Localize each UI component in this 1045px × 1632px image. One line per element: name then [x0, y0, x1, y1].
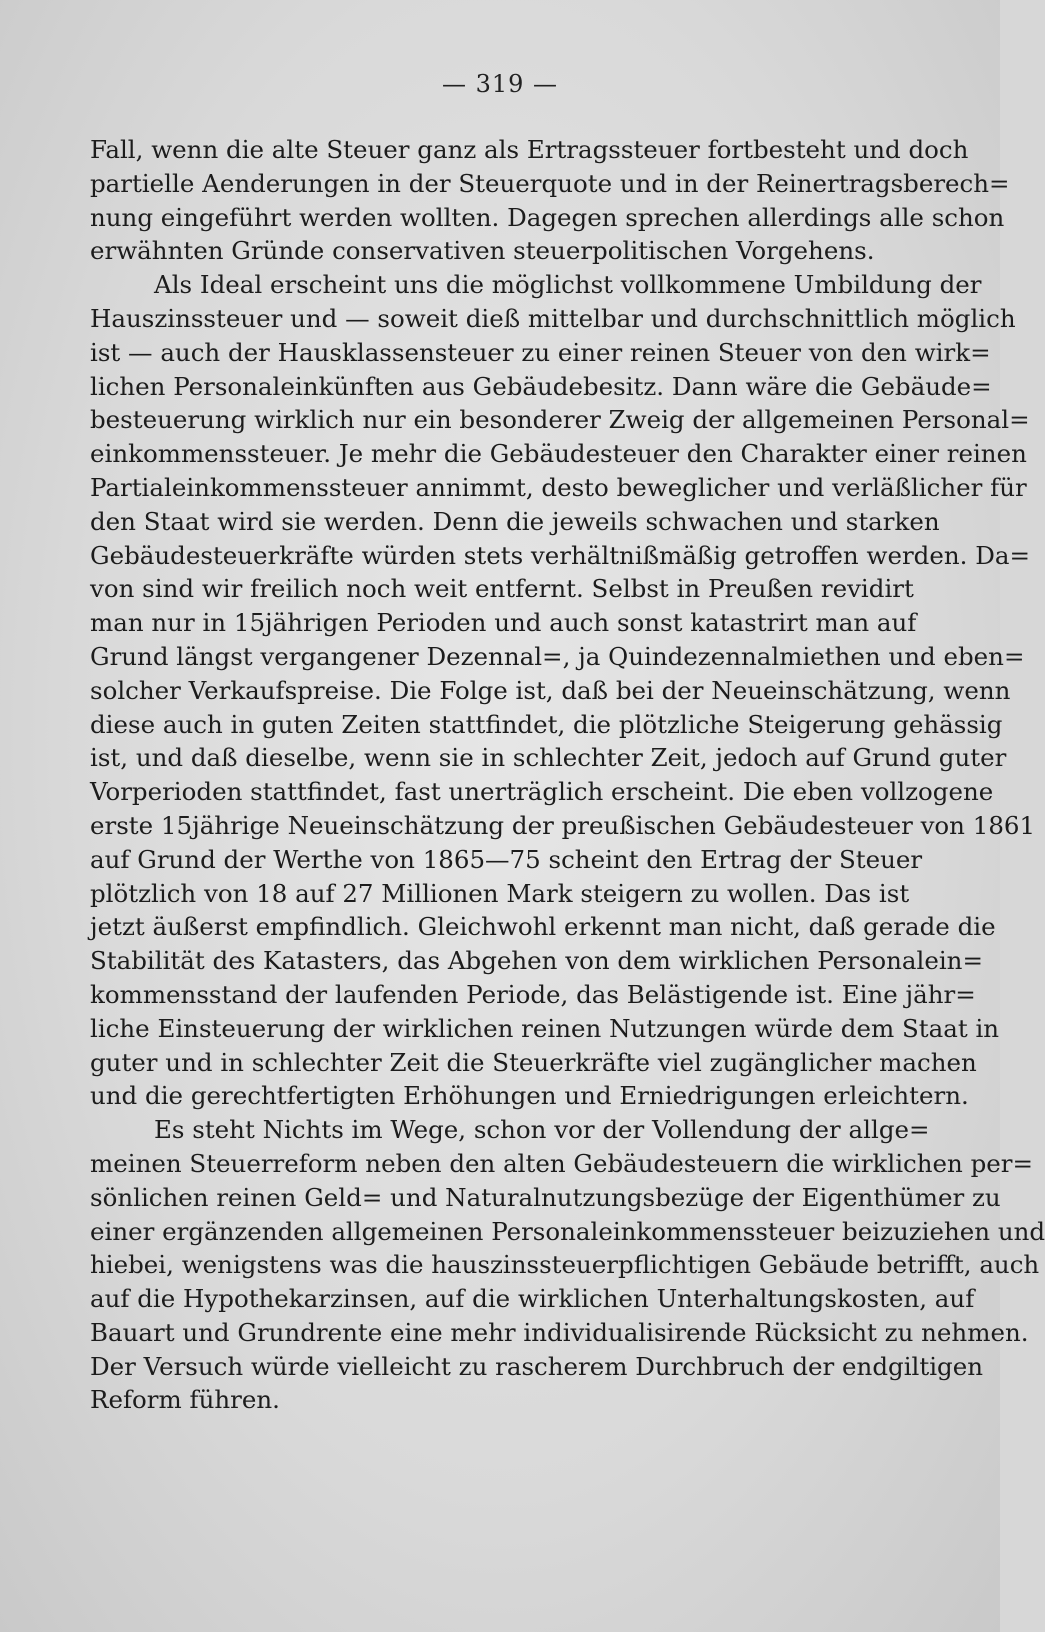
text-line: Grund längst vergangener Dezennal=, ja Quindezennalmiethen und eben=	[90, 641, 1025, 671]
body-text	[90, 133, 1045, 1417]
text-line: von sind wir freilich noch weit entfernt. Selbst in Preußen revidirt	[90, 574, 914, 604]
text-line: guter und in schlechter Zeit die Steuerkräfte viel zugänglicher machen	[90, 1047, 977, 1077]
text-line: Stabilität des Katasters, das Abgehen von dem wirklichen Personalein=	[90, 946, 983, 976]
text-line: solcher Verkaufspreise. Die Folge ist, daß bei der Neueinschätzung, wenn	[90, 675, 1011, 705]
text-line: Gebäudesteuerkräfte würden stets verhältnißmäßig getroffen werden. Da=	[90, 540, 1030, 570]
text-line: Fall, wenn die alte Steuer ganz als Ertragssteuer fortbesteht und doch	[90, 135, 969, 164]
page-number: — 319 —	[441, 70, 559, 98]
text-line: Als Ideal erscheint uns die möglichst vollkommene Umbildung der	[154, 270, 982, 300]
text-line: Es steht Nichts im Wege, schon vor der Vollendung der allge=	[154, 1115, 930, 1145]
text-line: den Staat wird sie werden. Denn die jeweils schwachen und starken	[90, 506, 940, 536]
text-line: Reform führen.	[90, 1385, 280, 1415]
text-line: einer ergänzenden allgemeinen Personaleinkommenssteuer beizuziehen und	[90, 1216, 1045, 1246]
text-line: meinen Steuerreform neben den alten Gebäudesteuern die wirklichen per=	[90, 1148, 1034, 1178]
text-line: und die gerechtfertigten Erhöhungen und Erniedrigungen erleichtern.	[90, 1081, 969, 1111]
text-line: liche Einsteuerung der wirklichen reinen Nutzungen würde dem Staat in	[90, 1013, 1000, 1043]
text-line: plötzlich von 18 auf 27 Millionen Mark steigern zu wollen. Das ist	[90, 878, 910, 908]
text-line: sönlichen reinen Geld= und Naturalnutzungsbezüge der Eigenthümer zu	[90, 1182, 1001, 1212]
text-line: kommensstand der laufenden Periode, das Belästigende ist. Eine jähr=	[90, 979, 976, 1009]
text-line: lichen Personaleinkünften aus Gebäudebesitz. Dann wäre die Gebäude=	[90, 371, 992, 401]
text-line: diese auch in guten Zeiten stattfindet, die plötzliche Steigerung gehässig	[90, 709, 1003, 739]
text-line: auf die Hypothekarzinsen, auf die wirklichen Unterhaltungskosten, auf	[90, 1284, 975, 1314]
text-line: Bauart und Grundrente eine mehr individualisirende Rücksicht zu nehmen.	[90, 1317, 1029, 1347]
text-line: Vorperioden stattfindet, fast unerträglich erscheint. Die eben vollzogene	[90, 777, 994, 807]
text-line: auf Grund der Werthe von 1865—75 scheint den Ertrag der Steuer	[90, 844, 923, 874]
text-line: einkommenssteuer. Je mehr die Gebäudesteuer den Charakter einer reinen	[90, 439, 1027, 469]
text-line: ist, und daß dieselbe, wenn sie in schlechter Zeit, jedoch auf Grund guter	[90, 743, 1007, 773]
text-line: Hauszinssteuer und — soweit dieß mittelbar und durchschnittlich möglich	[90, 303, 1016, 333]
text-line: Der Versuch würde vielleicht zu rascherem Durchbruch der endgiltigen	[90, 1351, 984, 1381]
text-line: besteuerung wirklich nur ein besonderer Zweig der allgemeinen Personal=	[90, 405, 1030, 435]
text-line: erste 15jährige Neueinschätzung der preußischen Gebäudesteuer von 1861	[90, 810, 1036, 840]
text-line: man nur in 15jährigen Perioden und auch sonst katastrirt man auf	[90, 608, 917, 638]
text-line: ist — auch der Hausklassensteuer zu einer reinen Steuer von den wirk=	[90, 337, 991, 367]
text-line: Partialeinkommenssteuer annimmt, desto beweglicher und verläßlicher für	[90, 472, 1027, 502]
text-line: nung eingeführt werden wollten. Dagegen sprechen allerdings alle schon	[90, 202, 1005, 232]
text-line: hiebei, wenigstens was die hauszinssteuerpflichtigen Gebäude betrifft, auch	[90, 1250, 1040, 1280]
text-line: erwähnten Gründe conservativen steuerpolitischen Vorgehens.	[90, 236, 875, 266]
text-line: jetzt äußerst empfindlich. Gleichwohl erkennt man nicht, daß gerade die	[90, 912, 996, 942]
text-line: partielle Aenderungen in der Steuerquote und in der Reinertragsberech=	[90, 168, 1010, 198]
